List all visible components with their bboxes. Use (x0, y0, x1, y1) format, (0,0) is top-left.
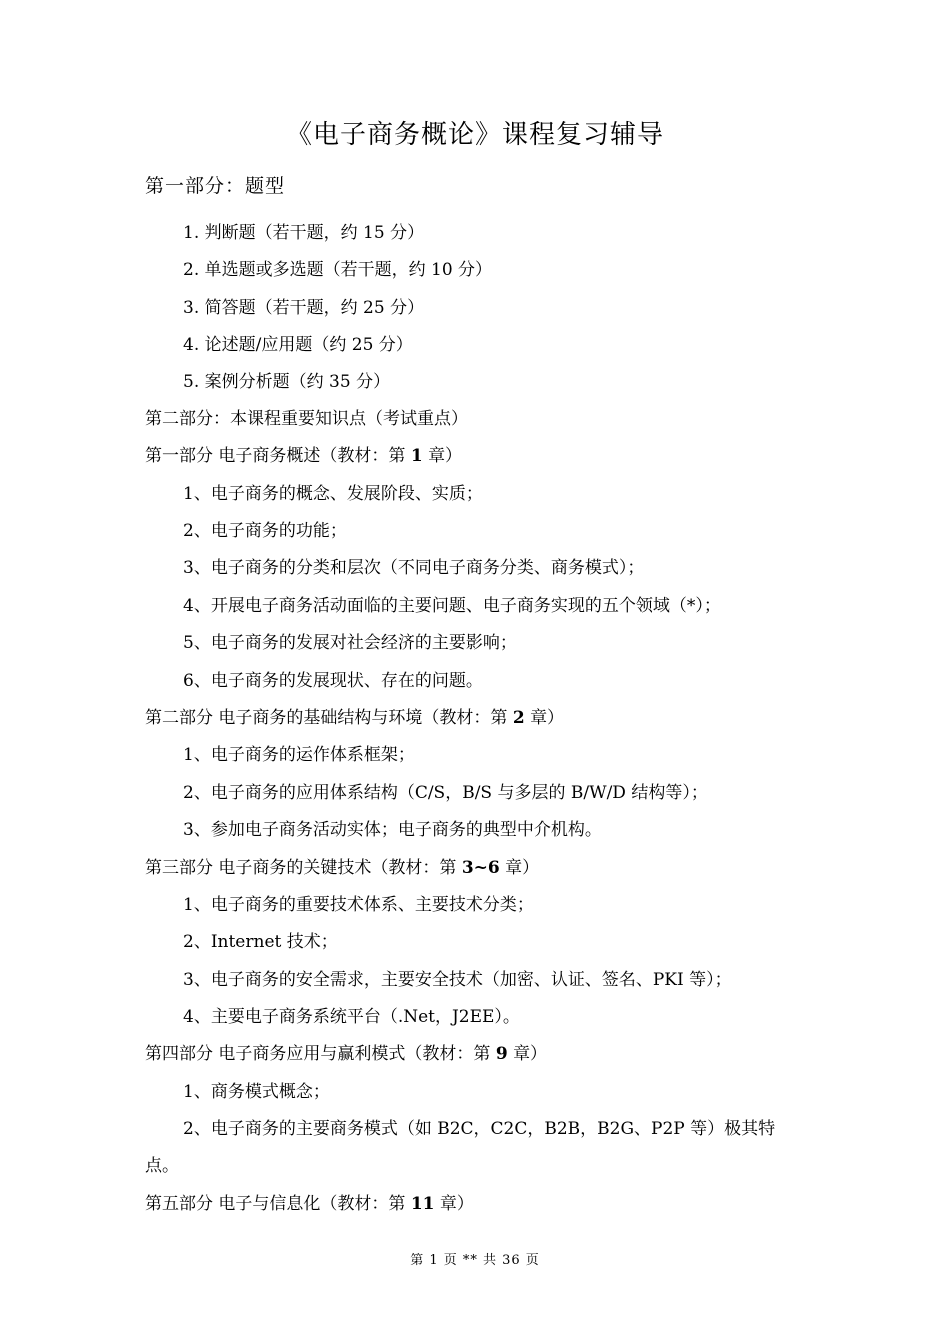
section-chapter: 2 (512, 708, 525, 728)
section-heading (145, 707, 564, 729)
section-heading (145, 1193, 474, 1215)
list-item: 2、电子商务的应用体系结构（C/S，B/S 与多层的 B/W/D 结构等）； (183, 783, 708, 803)
question-type-item: 4. 论述题/应用题（约 25 分） (183, 335, 413, 355)
list-item: 2、电子商务的功能； (183, 521, 347, 541)
section-heading-text: 第一部分 电子商务概述（教材：第 (145, 446, 406, 466)
list-item: 3、参加电子商务活动实体；电子商务的典型中介机构。 (183, 820, 602, 840)
section-heading (145, 857, 539, 879)
section-heading-text: 第三部分 电子商务的关键技术（教材：第 (145, 858, 457, 878)
list-item-continuation: 点。 (145, 1156, 179, 1176)
part2-heading: 第二部分：本课程重要知识点（考试重点） (145, 409, 468, 429)
section-heading-text: 第四部分 电子商务应用与赢利模式（教材：第 (145, 1044, 491, 1064)
section-heading-end: 章） (505, 858, 540, 878)
question-type-item: 1. 判断题（若干题，约 15 分） (183, 223, 425, 243)
question-type-item: 5. 案例分析题（约 35 分） (183, 372, 391, 392)
section-chapter: 9 (495, 1044, 508, 1064)
section-heading-end: 章） (428, 446, 463, 466)
list-item: 1、电子商务的运作体系框架； (183, 745, 415, 765)
list-item: 5、电子商务的发展对社会经济的主要影响； (183, 633, 517, 653)
list-item: 1、电子商务的重要技术体系、主要技术分类； (183, 895, 534, 915)
list-item: 3、电子商务的安全需求，主要安全技术（加密、认证、签名、PKI 等）； (183, 970, 732, 990)
section-heading-end: 章） (513, 1044, 548, 1064)
section-heading-text: 第二部分 电子商务的基础结构与环境（教材：第 (145, 708, 508, 728)
part1-heading: 第一部分：题型 (145, 175, 286, 197)
list-item: 4、开展电子商务活动面临的主要问题、电子商务实现的五个领域（*）； (183, 596, 721, 616)
page-title: 《电子商务概论》课程复习辅导 (285, 120, 664, 150)
question-type-item: 2. 单选题或多选题（若干题，约 10 分） (183, 260, 493, 280)
section-heading-end: 章） (439, 1194, 474, 1214)
question-type-item: 3. 简答题（若干题，约 25 分） (183, 298, 425, 318)
list-item: 2、电子商务的主要商务模式（如 B2C，C2C，B2B，B2G、P2P 等）极其特 (183, 1119, 776, 1139)
section-chapter: 3~6 (461, 858, 500, 878)
section-heading-text: 第五部分 电子与信息化（教材：第 (145, 1194, 406, 1214)
list-item: 6、电子商务的发展现状、存在的问题。 (183, 671, 483, 691)
section-chapter: 1 (410, 446, 423, 466)
section-heading (145, 445, 462, 467)
section-chapter: 11 (410, 1194, 435, 1214)
list-item: 4、主要电子商务系统平台（.Net，J2EE）。 (183, 1007, 520, 1027)
list-item: 3、电子商务的分类和层次（不同电子商务分类、商务模式）； (183, 558, 645, 578)
page-footer: 第 1 页 ** 共 36 页 (410, 1253, 540, 1268)
list-item: 1、商务模式概念； (183, 1082, 330, 1102)
section-heading-end: 章） (530, 708, 565, 728)
section-heading (145, 1043, 547, 1065)
list-item: 2、Internet 技术； (183, 932, 338, 952)
list-item: 1、电子商务的概念、发展阶段、实质； (183, 484, 483, 504)
